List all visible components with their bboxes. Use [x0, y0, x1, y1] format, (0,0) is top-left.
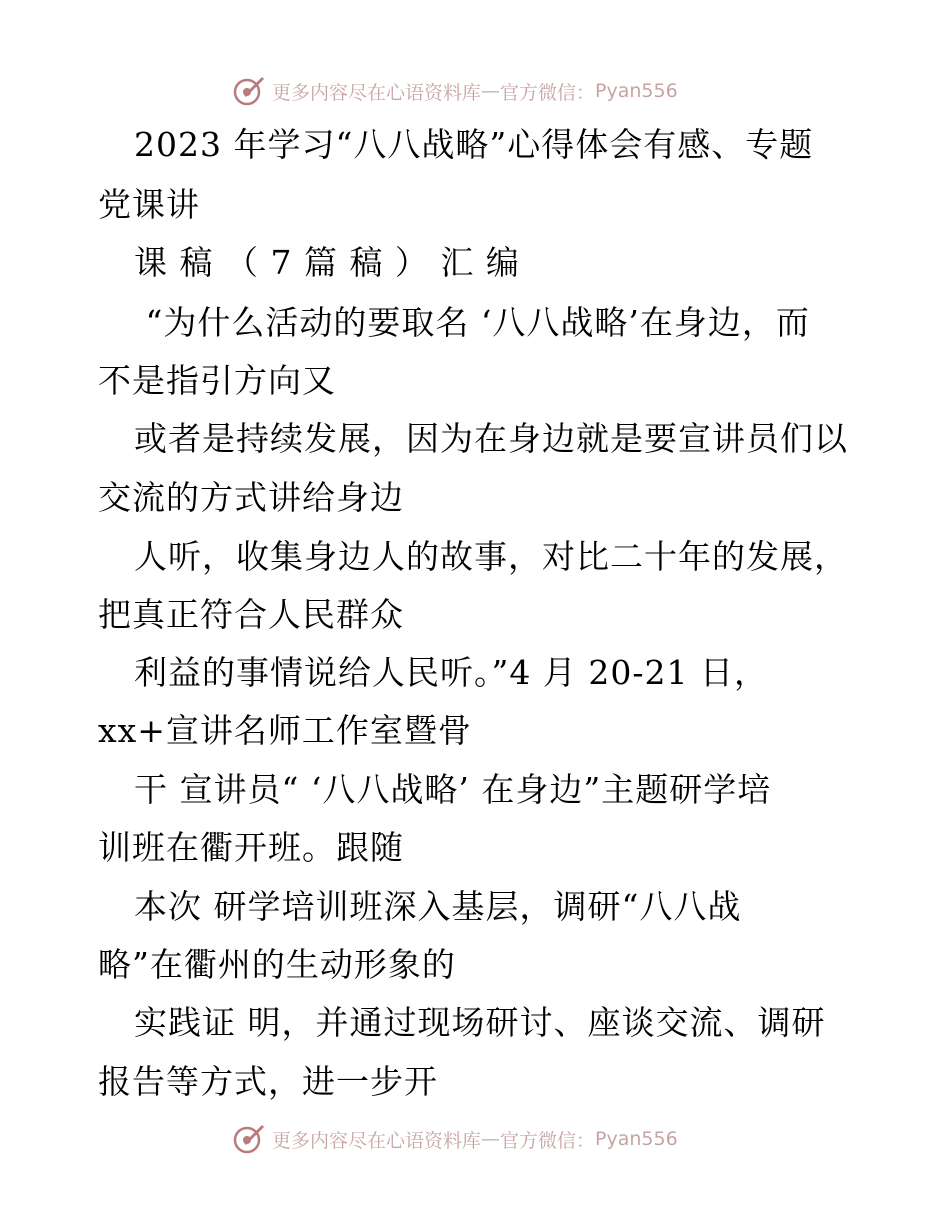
text-line: “为什么活动的要取名 ‘八八战略’在身边，而 — [134, 303, 810, 342]
footer-watermark — [232, 1122, 752, 1156]
watermark-dash: — — [481, 1128, 501, 1150]
watermark-wechat-label: 官方微信： — [500, 81, 596, 104]
header-watermark — [232, 74, 752, 108]
text-line: 人听，收集身边人的故事，对比二十年的发展， — [134, 537, 848, 576]
text-line: 不是指引方向又 — [98, 361, 336, 400]
title-line: 课 稿 （ 7 篇 稿 ） 汇 编 — [134, 243, 520, 282]
text-line: 交流的方式讲给身边 — [98, 478, 404, 517]
text-line: 训班在衢开班。跟随 — [98, 828, 404, 867]
watermark-wechat-label: 官方微信： — [500, 1129, 596, 1152]
text-line: 报告等方式，进一步开 — [98, 1062, 438, 1101]
text-line: xx+宣讲名师工作室暨骨 — [98, 711, 472, 750]
text-line: 实践证 明，并通过现场研讨、座谈交流、调研 — [134, 1003, 826, 1042]
watermark-wechat-id: Pyan556 — [595, 1128, 678, 1150]
title-line: 2023 年学习“八八战略”心得体会有感、专题 — [134, 125, 814, 164]
text-line: 把真正符合人民群众 — [98, 595, 404, 634]
quill-logo-icon — [232, 74, 266, 108]
text-line: 或者是持续发展，因为在身边就是要宣讲员们以 — [134, 419, 848, 458]
watermark-site-text: 更多内容尽在心语资料库 — [272, 81, 482, 104]
title-line: 党课讲 — [98, 185, 200, 224]
text-line: 干 宣讲员“ ‘八八战略’ 在身边”主题研学培 — [134, 770, 772, 809]
watermark-dash: — — [481, 80, 501, 102]
watermark-site-text: 更多内容尽在心语资料库 — [272, 1129, 482, 1152]
quill-logo-icon — [232, 1122, 266, 1156]
watermark-wechat-id: Pyan556 — [595, 80, 678, 102]
text-line: 本次 研学培训班深入基层，调研“八八战 — [134, 887, 742, 926]
text-line: 略”在衢州的生动形象的 — [98, 945, 456, 984]
text-line: 利益的事情说给人民听。”4 月 20-21 日， — [134, 653, 768, 692]
